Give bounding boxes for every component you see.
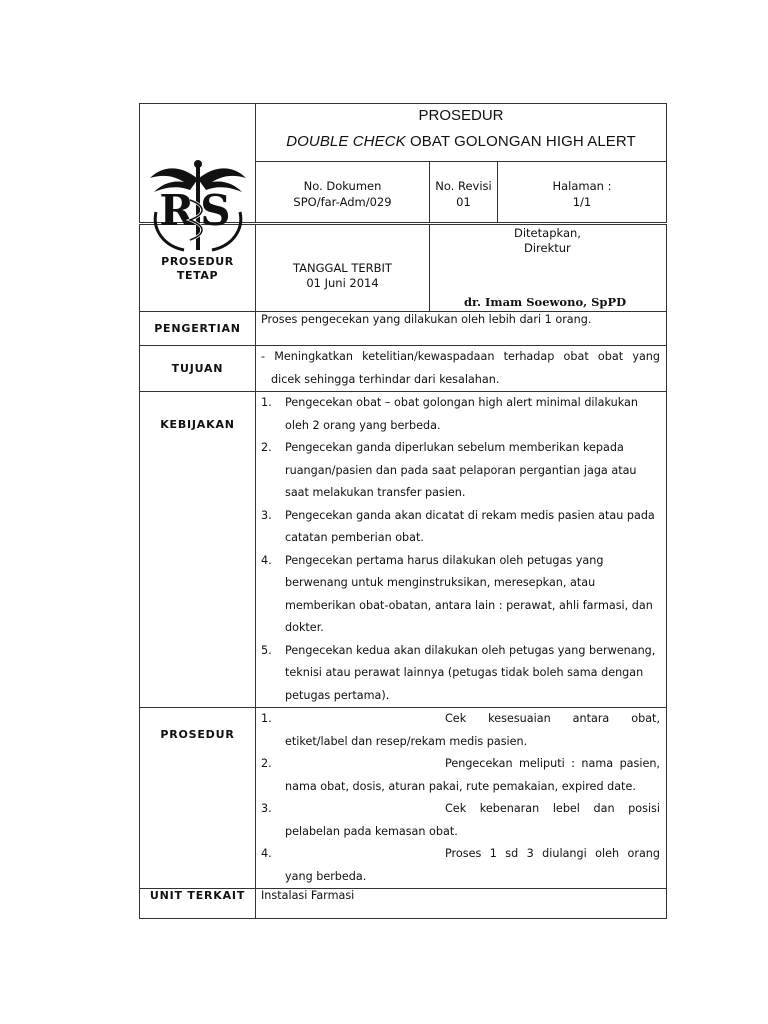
doc-title: PROSEDUR bbox=[418, 107, 504, 124]
kebijakan-cell bbox=[256, 392, 667, 708]
prosedur-item bbox=[261, 798, 660, 843]
no-revisi-cell bbox=[430, 162, 498, 224]
prosedur-item-text: Cek kesesuaian antara obat, etiket/label dan resep/rekam medis pasien. bbox=[285, 712, 660, 748]
doc-subtitle-italic: DOUBLE CHECK bbox=[286, 133, 406, 150]
prosedur-item-number: 4. bbox=[261, 847, 272, 860]
unit-terkait-label: UNIT TERKAIT bbox=[140, 889, 256, 919]
prosedur-item bbox=[261, 708, 660, 753]
signatory-name: dr. Imam Soewono, SpPD bbox=[464, 295, 627, 309]
no-revisi-label: No. Revisi bbox=[435, 179, 492, 193]
sop-document bbox=[139, 103, 666, 919]
kebijakan-item-number: 2. bbox=[261, 441, 272, 454]
kebijakan-item-number: 1. bbox=[261, 396, 272, 409]
halaman-value: 1/1 bbox=[572, 195, 592, 209]
kebijakan-item bbox=[261, 437, 660, 505]
tujuan-line1: - Meningkatkan ketelitian/kewaspadaan terhadap obat obat yang bbox=[261, 350, 660, 363]
no-dokumen-cell bbox=[256, 162, 430, 224]
kebijakan-item bbox=[261, 392, 660, 437]
unit-terkait-text: Instalasi Farmasi bbox=[256, 889, 667, 919]
kebijakan-item-number: 5. bbox=[261, 643, 272, 657]
prosedur-list bbox=[261, 708, 660, 888]
halaman-label: Halaman : bbox=[552, 179, 612, 193]
kebijakan-item-number: 3. bbox=[261, 508, 272, 522]
kebijakan-item-text: Pengecekan kedua akan dilakukan oleh petugas yang berwenang, teknisi atau perawat lainnya (petugas tidak boleh sama dengan petugas pertama). bbox=[285, 643, 656, 702]
tujuan-label: TUJUAN bbox=[140, 346, 256, 392]
kebijakan-item-text: Pengecekan pertama harus dilakukan oleh petugas yang berwenang untuk menginstruksikan, meresepkan, atau memberikan obat-obatan, antara lain : perawat, ahli farmasi, dan dokter. bbox=[285, 553, 653, 634]
kebijakan-item bbox=[261, 550, 660, 640]
prosedur-item-number: 2. bbox=[261, 757, 272, 770]
logo-letters: RS bbox=[159, 186, 237, 235]
prosedur-cell bbox=[256, 708, 667, 889]
kebijakan-item-text: Pengecekan ganda akan dicatat di rekam medis pasien atau pada catatan pemberian obat. bbox=[285, 508, 655, 544]
doc-subtitle bbox=[256, 126, 666, 158]
logo-text bbox=[169, 253, 226, 254]
prosedur-tetap-line2: TETAP bbox=[176, 269, 219, 282]
title-cell bbox=[256, 104, 667, 162]
tanggal-terbit-cell bbox=[256, 224, 430, 312]
logo-cell bbox=[140, 104, 256, 235]
kebijakan-item bbox=[261, 640, 660, 708]
kebijakan-item-number: 4. bbox=[261, 553, 272, 567]
prosedur-item-text: Cek kebenaran lebel dan posisi pelabelan pada kemasan obat. bbox=[285, 802, 660, 838]
prosedur-item-text: Proses 1 sd 3 diulangi oleh orang yang berbeda. bbox=[285, 847, 660, 883]
prosedur-item-text: Pengecekan meliputi : nama pasien, nama obat, dosis, aturan pakai, rute pemakaian, expired date. bbox=[285, 757, 660, 793]
pengertian-label: PENGERTIAN bbox=[140, 312, 256, 346]
halaman-cell bbox=[498, 162, 667, 224]
prosedur-item-number: 3. bbox=[261, 802, 272, 815]
sop-table bbox=[139, 103, 667, 919]
no-dokumen-label: No. Dokumen bbox=[303, 179, 382, 193]
ditetapkan-label: Ditetapkan, bbox=[514, 226, 581, 240]
pengertian-text: Proses pengecekan yang dilakukan oleh lebih dari 1 orang. bbox=[256, 312, 667, 346]
hospital-logo bbox=[140, 104, 256, 254]
prosedur-item bbox=[261, 843, 660, 888]
kebijakan-label: KEBIJAKAN bbox=[140, 392, 256, 708]
prosedur-item-number: 1. bbox=[261, 712, 272, 725]
kebijakan-item bbox=[261, 505, 660, 550]
tanggal-terbit-value: 01 Juni 2014 bbox=[306, 276, 379, 290]
tanggal-terbit-label: TANGGAL TERBIT bbox=[293, 261, 392, 275]
prosedur-item bbox=[261, 753, 660, 798]
no-revisi-value: 01 bbox=[456, 195, 471, 209]
kebijakan-item-text: Pengecekan ganda diperlukan sebelum memberikan kepada ruangan/pasien dan pada saat pelaporan pergantian jaga atau saat melakukan transfer pasien. bbox=[285, 441, 637, 499]
no-dokumen-value: SPO/far-Adm/029 bbox=[293, 195, 392, 209]
ditetapkan-cell bbox=[430, 224, 667, 312]
prosedur-tetap-line1: PROSEDUR bbox=[161, 255, 234, 268]
direktur-label: Direktur bbox=[524, 241, 571, 255]
prosedur-label: PROSEDUR bbox=[140, 708, 256, 889]
kebijakan-list bbox=[261, 392, 660, 707]
kebijakan-item-text: Pengecekan obat – obat golongan high alert minimal dilakukan oleh 2 orang yang berbeda. bbox=[285, 396, 638, 432]
tujuan-line2: dicek sehingga terhindar dari kesalahan. bbox=[271, 372, 500, 386]
doc-subtitle-rest: OBAT GOLONGAN HIGH ALERT bbox=[405, 133, 636, 150]
tujuan-cell bbox=[256, 346, 667, 392]
